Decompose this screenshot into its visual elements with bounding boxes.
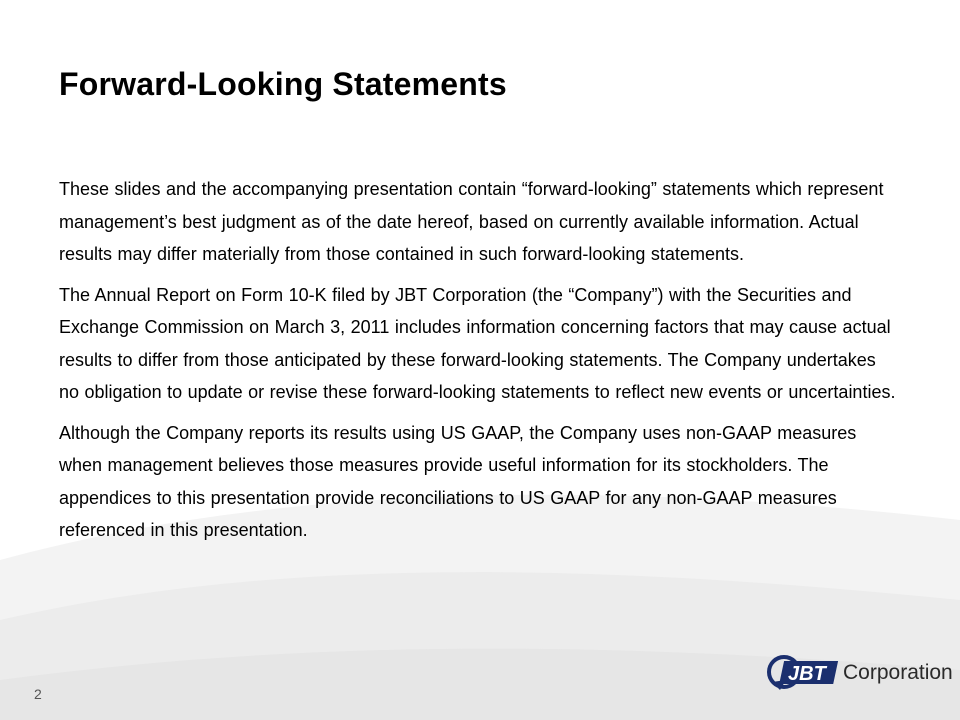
page-number: 2 [34, 686, 42, 702]
paragraph-non-gaap: Although the Company reports its results using US GAAP, the Company uses non-GAAP measures when management believes those measures provide useful information for its stockholders. The appendices to this presentation provide reconciliations to US GAAP for any non-GAAP measures referenced in this presentation. [59, 422, 857, 540]
slide-body [59, 173, 899, 555]
jbt-logo-mark-text: JBT [788, 663, 826, 685]
jbt-logo-icon [766, 652, 846, 692]
logo-company-text: Corporation [843, 661, 953, 684]
paragraph-annual-report: The Annual Report on Form 10-K filed by JBT Corporation (the “Company”) with the Securities and Exchange Commission on March 3, 2011 includes information concerning factors that may cause actual results to differ from those anticipated by these forward-looking statements. The Company undertakes no obligation to update or revise these forward-looking statements to reflect new events or uncertainties. [59, 284, 896, 402]
jbt-logo [766, 652, 953, 692]
paragraph-forward-looking: These slides and the accompanying presentation contain “forward-looking” statements which represent management’s best judgment as of the date hereof, based on currently available information. Actual results may differ materially from those contained in such forward-looking statements. [59, 179, 884, 264]
slide-title: Forward-Looking Statements [59, 66, 507, 102]
